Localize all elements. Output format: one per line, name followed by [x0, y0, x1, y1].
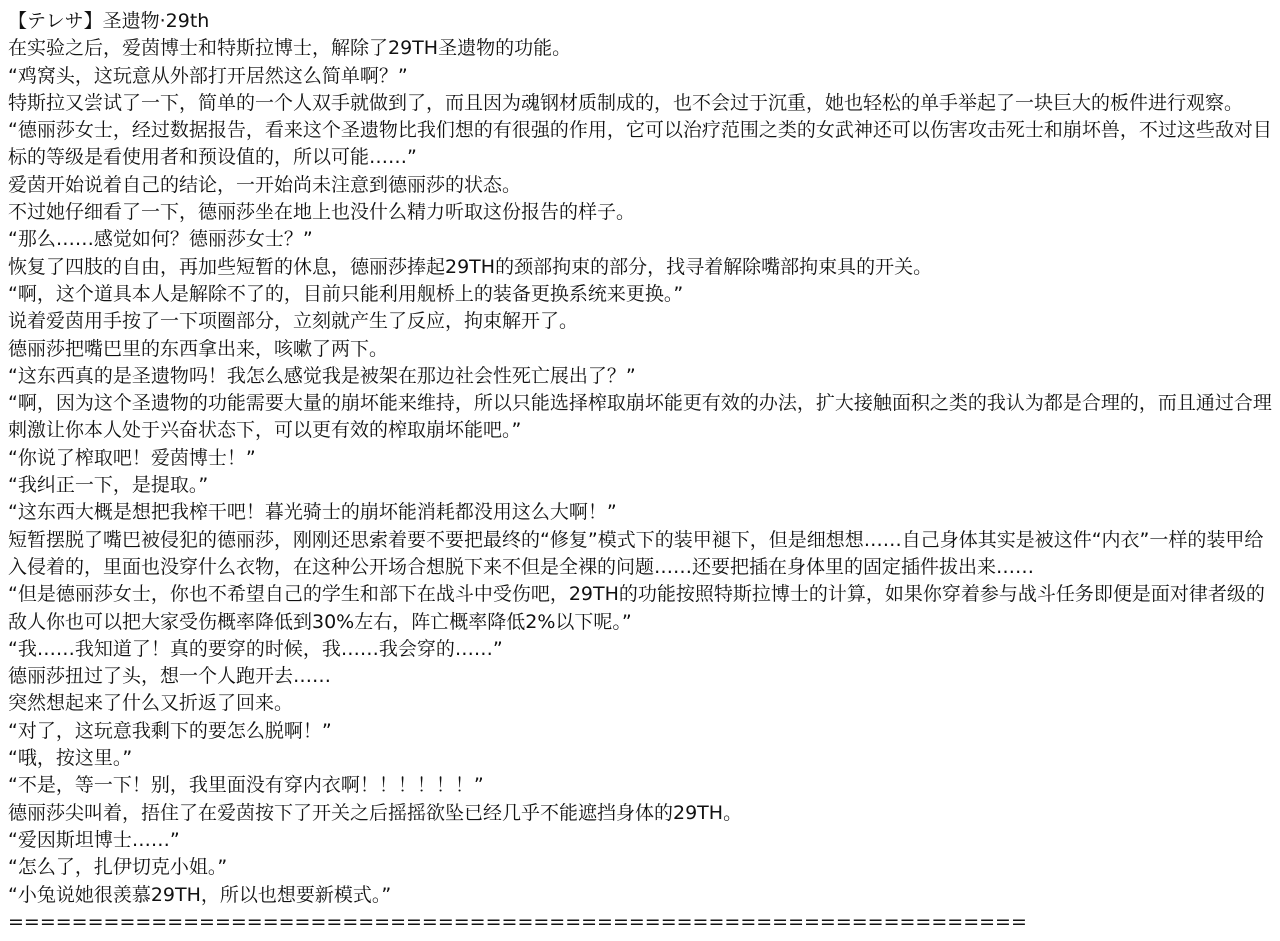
paragraph: 突然想起来了什么又折返了回来。 [8, 692, 294, 715]
paragraph: 短暂摆脱了嘴巴被侵犯的德丽莎，刚刚还思索着要不要把最终的“修复”模式下的装甲褪下，但是细想想……自己身体其实是被这件“内衣”一样的装甲给入侵着的，里面也没穿什么衣物，在这种公开场合想脱下来不但是全裸的问题……还要把插在身体里的固定插件拔出来…… [8, 528, 1264, 578]
paragraph: “鸡窝头，这玩意从外部打开居然这么简单啊？” [8, 64, 408, 87]
paragraph: “我……我知道了！真的要穿的时候，我……我会穿的……” [8, 637, 503, 660]
paragraph: 在实验之后，爱茵博士和特斯拉博士，解除了29TH圣遗物的功能。 [8, 37, 572, 60]
paragraph: 爱茵开始说着自己的结论，一开始尚未注意到德丽莎的状态。 [8, 173, 522, 196]
paragraph: 恢复了四肢的自由，再加些短暂的休息，德丽莎捧起29TH的颈部拘束的部分，找寻着解除嘴部拘束具的开关。 [8, 255, 933, 278]
paragraph: “但是德丽莎女士，你也不希望自己的学生和部下在战斗中受伤吧，29TH的功能按照特斯拉博士的计算，如果你穿着参与战斗任务即便是面对律者级的敌人你也可以把大家受伤概率降低到30%左右，阵亡概率降低2%以下呢。” [8, 583, 1265, 633]
paragraph: “这东西大概是想把我榨干吧！暮光骑士的崩坏能消耗都没用这么大啊！” [8, 501, 617, 524]
paragraph: “啊，这个道具本人是解除不了的，目前只能利用舰桥上的装备更换系统来更换。” [8, 282, 684, 305]
paragraph: 不过她仔细看了一下，德丽莎坐在地上也没什么精力听取这份报告的样子。 [8, 201, 636, 224]
document-title: 【テレサ】圣遗物·29th [8, 10, 210, 32]
paragraph: “啊，因为这个圣遗物的功能需要大量的崩坏能来维持，所以只能选择榨取崩坏能更有效的办法，扩大接触面积之类的我认为都是合理的，而且通过合理刺激让你本人处于兴奋状态下，可以更有效的榨取崩坏能吧。” [8, 392, 1272, 442]
paragraph: 特斯拉又尝试了一下，简单的一个人双手就做到了，而且因为魂钢材质制成的，也不会过于沉重，她也轻松的单手举起了一块巨大的板件进行观察。 [8, 91, 1244, 114]
paragraph: “怎么了，扎伊切克小姐。” [8, 856, 228, 879]
paragraph: “德丽莎女士，经过数据报告，看来这个圣遗物比我们想的有很强的作用，它可以治疗范围之类的女武神还可以伤害攻击死士和崩坏兽，不过这些敌对目标的等级是看使用者和预设值的，所以可能……” [8, 119, 1272, 169]
paragraph: “对了，这玩意我剩下的要怎么脱啊！” [8, 719, 332, 742]
paragraph: 德丽莎尖叫着，捂住了在爱茵按下了开关之后摇摇欲坠已经几乎不能遮挡身体的29TH。 [8, 801, 743, 824]
paragraph: “这东西真的是圣遗物吗！我怎么感觉我是被架在那边社会性死亡展出了？” [8, 364, 636, 387]
paragraph: “那么……感觉如何？德丽莎女士？” [8, 228, 313, 251]
paragraph: “你说了榨取吧！爱茵博士！” [8, 446, 256, 469]
paragraph: “爱因斯坦博士……” [8, 828, 180, 851]
document-body [8, 8, 1272, 936]
paragraph: “哦，按这里。” [8, 747, 133, 770]
paragraph: 德丽莎扭过了头，想一个人跑开去…… [8, 665, 332, 688]
separator-line: ================================================================ [8, 910, 1027, 933]
paragraph: “小兔说她很羡慕29TH，所以也想要新模式。” [8, 883, 392, 906]
paragraph: 德丽莎把嘴巴里的东西拿出来，咳嗽了两下。 [8, 337, 389, 360]
paragraph: 说着爱茵用手按了一下项圈部分，立刻就产生了反应，拘束解开了。 [8, 310, 579, 333]
paragraph: “不是，等一下！别，我里面没有穿内衣啊！！！！！！” [8, 774, 484, 797]
paragraph: “我纠正一下，是提取。” [8, 474, 209, 497]
